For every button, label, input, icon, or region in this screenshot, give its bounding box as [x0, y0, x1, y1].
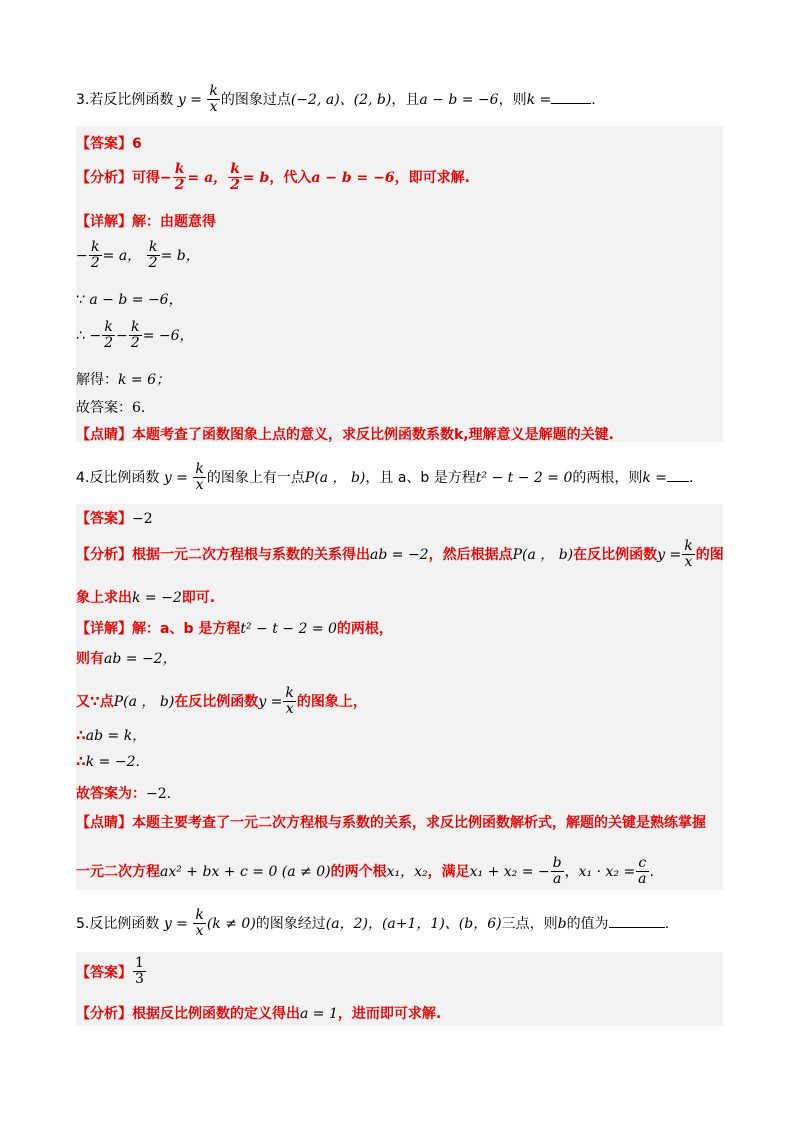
question-4	[76, 462, 693, 494]
fraction-c-over-a: $\frac{c}{a}$	[638, 855, 647, 888]
answer-tag: 【答案】	[76, 136, 132, 152]
detail-3-line-4	[76, 369, 170, 389]
math-expr: k = 6；	[118, 372, 171, 388]
question-number: 4.	[76, 469, 90, 486]
answer-blank	[551, 91, 591, 104]
comment-text: 的两个根	[330, 863, 387, 880]
question-text: 的图象经过	[255, 915, 326, 932]
math-expr: 6.	[132, 400, 146, 416]
analysis-text: 即可.	[181, 590, 216, 606]
analysis-4-line-2	[76, 587, 215, 607]
math-expr: x₁ · x₂ =	[578, 863, 636, 880]
answer-value: 6	[132, 136, 142, 152]
question-text: ，且 a、b 是方程	[365, 469, 476, 486]
comment-4-line-1	[76, 812, 706, 832]
math-expr: ab = −2，	[104, 651, 177, 667]
math-expr: = b，	[160, 247, 200, 264]
detail-text: 又∵点	[76, 693, 114, 710]
math-expr: P(a ， b)	[304, 469, 366, 486]
math-expr: −2.	[146, 786, 172, 802]
comment-text: 一元二次方程	[76, 863, 160, 880]
math-expr: y =	[258, 693, 283, 710]
detail-4-line-2	[76, 648, 177, 668]
question-number: 3.	[76, 91, 90, 108]
math-expr: y =	[177, 91, 202, 108]
question-text: ，且	[391, 91, 420, 108]
math-expr: x₁，x₂	[386, 863, 428, 880]
analysis-text: 在反比例函数	[573, 546, 658, 563]
answer-tag: 【答案】	[76, 511, 132, 527]
fraction-k-over-2: $\frac{k}{2}$	[90, 239, 100, 272]
math-expr: a − b = −6	[419, 91, 499, 108]
question-text: 的图象上有一点	[206, 469, 305, 486]
detail-3-line-2	[76, 289, 183, 309]
detail-text: 解：由题意得	[132, 214, 216, 230]
detail-4-line-3	[76, 686, 367, 718]
math-expr: t² − t − 2 = 0	[240, 621, 337, 637]
because-symbol: ∵	[76, 292, 85, 308]
question-text: .	[591, 91, 596, 108]
detail-text: 故答案：	[76, 400, 132, 416]
math-expr: k =	[642, 469, 668, 486]
math-expr: P(a ， b)	[113, 693, 175, 710]
answer-4	[76, 508, 153, 528]
analysis-text: ，进而即可求解.	[337, 1006, 442, 1022]
math-expr: a = 1	[300, 1006, 338, 1022]
answer-value: −2	[132, 511, 153, 527]
comment-text: ，满足	[427, 863, 470, 880]
detail-3-line-5	[76, 397, 145, 417]
analysis-text: ，即可求解.	[394, 169, 470, 186]
math-expr: x₁ + x₂ = −	[469, 863, 550, 880]
answer-blank	[609, 915, 665, 928]
math-expr: k = −2	[132, 590, 182, 606]
fraction-k-over-2: $\frac{k}{2}$	[230, 161, 240, 194]
math-expr: (−2, a)、(2, b)	[290, 91, 392, 108]
math-expr: (a，2)，(a+1，1)、(b，6)	[325, 915, 502, 932]
analysis-tag: 【分析】	[76, 169, 132, 186]
math-expr: k = −2.	[85, 754, 140, 770]
comment-text: 本题主要考查了一元二次方程根与系数的关系，求反比例函数解析式，解题的关键是熟练掌握	[132, 815, 706, 831]
math-expr: = a，	[102, 247, 142, 264]
comment-tag: 【点睛】	[76, 815, 132, 831]
question-text: 反比例函数	[89, 469, 160, 486]
detail-text: 则有	[76, 651, 104, 667]
fraction-k-over-x: $\frac{k}{x}$	[195, 461, 204, 494]
detail-text: 解得：	[76, 372, 118, 388]
math-expr: = −6，	[142, 327, 194, 344]
fraction-b-over-a: $\frac{b}{a}$	[552, 855, 562, 888]
answer-tag: 【答案】	[76, 964, 132, 981]
analysis-text: 根据反比例函数的定义得出	[132, 1006, 300, 1022]
detail-text: 在反比例函数	[174, 693, 259, 710]
question-3	[76, 84, 596, 116]
math-expr: ax² + bx + c = 0 (a ≠ 0)	[160, 863, 331, 880]
therefore-symbol: ∴	[76, 728, 86, 744]
math-expr: b	[557, 915, 567, 932]
detail-tag: 【详解】	[76, 621, 132, 637]
therefore-symbol: ∴	[76, 327, 85, 344]
question-text: 的两根，则	[572, 469, 643, 486]
detail-text: 的图象上，	[296, 693, 367, 710]
analysis-3	[76, 162, 470, 194]
question-text: .	[664, 915, 670, 932]
detail-4-line-6	[76, 783, 171, 803]
question-text: 的值为	[566, 915, 609, 932]
fraction-k-over-2: $\frac{k}{2}$	[174, 161, 185, 194]
detail-4-line-4	[76, 725, 146, 745]
math-expr: P(a ， b)	[512, 546, 574, 563]
math-expr: = b	[242, 169, 270, 186]
analysis-text: 根据一元二次方程根与系数的关系得出	[132, 546, 370, 563]
analysis-4-line-1	[76, 539, 724, 571]
question-number: 5.	[76, 915, 90, 932]
math-expr: y =	[657, 546, 682, 563]
analysis-text: 可得−	[132, 169, 172, 186]
answer-value-fraction: $\frac{1}{3}$	[135, 955, 144, 988]
fraction-k-over-x: $\frac{k}{x}$	[195, 907, 204, 940]
fraction-k-over-x: $\frac{k}{x}$	[209, 83, 218, 116]
detail-4-heading	[76, 618, 393, 638]
comment-tag: 【点睛】	[76, 427, 132, 443]
analysis-text: ，然后根据点	[428, 546, 513, 563]
math-expr: (k ≠ 0)	[206, 915, 256, 932]
analysis-5	[76, 1003, 441, 1023]
answer-blank	[667, 469, 689, 482]
fraction-k-over-2: $\frac{k}{2}$	[148, 239, 158, 272]
detail-3-line-3: ∴ − $\frac{k}{2}$ − $\frac{k}{2}$ = −6，	[76, 319, 194, 352]
detail-text: 故答案为：	[76, 786, 146, 802]
question-text: 三点，则	[501, 915, 558, 932]
question-text: 的图象过点	[220, 91, 291, 108]
math-expr: a − b = −6	[311, 169, 395, 186]
detail-text: 的两根，	[336, 621, 393, 637]
comment-4-line-2: 一元二次方程ax² + bx + c = 0 (a ≠ 0)的两个根x₁，x₂，满足x₁ + x₂ = − $\frac{b}{a}$ ，x₁ · x₂ = $\frac{c}{a}$ .	[76, 855, 654, 888]
fraction-k-over-x: $\frac{k}{x}$	[285, 685, 294, 718]
detail-3-line-1: − $\frac{k}{2}$ = a， $\frac{k}{2}$ = b，	[76, 239, 200, 272]
question-text: 反比例函数	[89, 915, 160, 932]
analysis-text: 象上求出	[76, 590, 132, 606]
comment-3	[76, 424, 614, 444]
analysis-tag: 【分析】	[76, 546, 132, 563]
question-text: 若反比例函数	[89, 91, 174, 108]
detail-3-heading	[76, 211, 216, 231]
analysis-text: 的图	[695, 546, 724, 563]
math-expr: t² − t − 2 = 0	[475, 469, 573, 486]
math-expr: ab = −2	[370, 546, 429, 563]
therefore-symbol: ∴	[76, 754, 86, 770]
comment-text: .	[649, 863, 654, 880]
detail-text: 解：a、b 是方程	[132, 621, 241, 637]
answer-5	[76, 956, 147, 988]
math-expr: a − b = −6，	[89, 292, 183, 308]
analysis-tag: 【分析】	[76, 1006, 132, 1022]
math-expr: = a，	[187, 169, 228, 186]
math-expr: y =	[163, 469, 188, 486]
detail-tag: 【详解】	[76, 214, 132, 230]
fraction-k-over-2: $\frac{k}{2}$	[104, 319, 114, 352]
answer-3	[76, 133, 142, 153]
fraction-k-over-2: $\frac{k}{2}$	[130, 319, 140, 352]
math-expr: ab = k，	[85, 728, 147, 744]
fraction-k-over-x: $\frac{k}{x}$	[684, 538, 693, 571]
question-text: .	[689, 469, 694, 486]
detail-4-line-5	[76, 754, 140, 770]
comment-text: 本题考查了函数图象上点的意义，求反比例函数系数k,理解意义是解题的关键.	[132, 427, 614, 443]
math-expr: y =	[163, 915, 188, 932]
question-5	[76, 908, 669, 940]
analysis-text: ，代入	[269, 169, 312, 186]
math-expr: k =	[526, 91, 552, 108]
question-text: ，则	[498, 91, 527, 108]
